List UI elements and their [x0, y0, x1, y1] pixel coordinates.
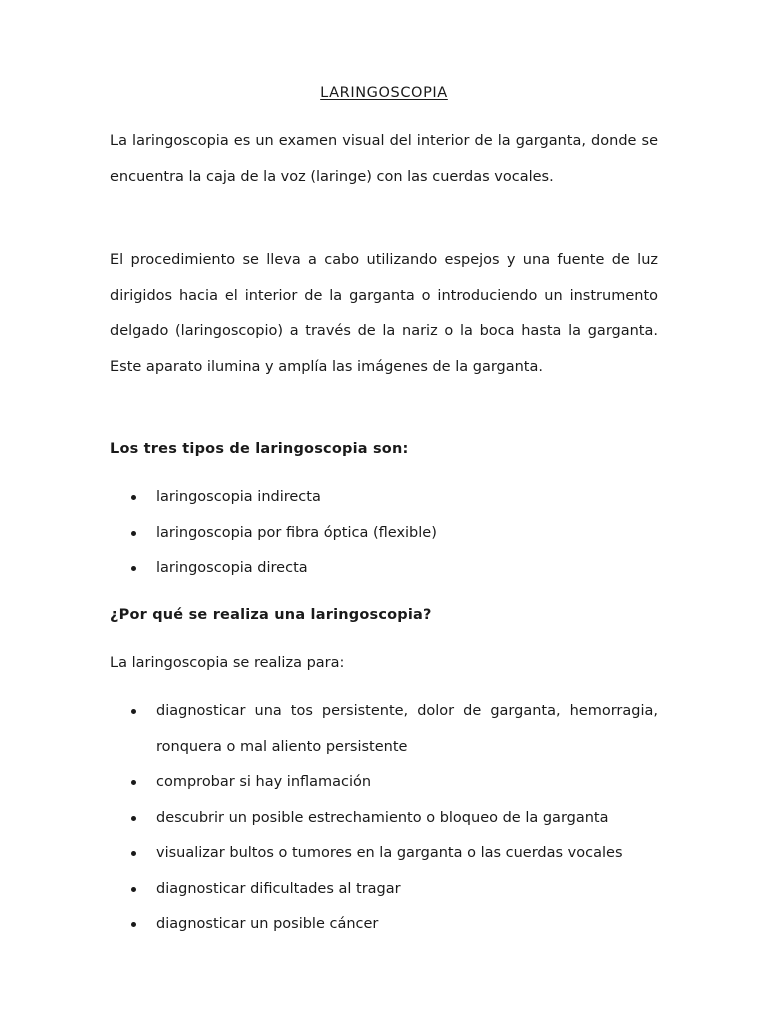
list-item-text: diagnosticar dificultades al tragar	[156, 880, 401, 897]
list-item	[0, 872, 658, 908]
list-item	[0, 694, 658, 765]
bullet-icon	[131, 531, 136, 536]
list-item-text: laringoscopia indirecta	[156, 489, 321, 505]
bullet-icon	[131, 887, 136, 892]
bullet-icon	[131, 709, 136, 714]
reasons-list	[0, 694, 658, 943]
list-item	[0, 765, 658, 801]
list-item-text: descubrir un posible estrechamiento o bloqueo de la garganta	[156, 809, 609, 826]
bullet-icon	[131, 495, 136, 500]
list-item	[0, 801, 658, 837]
intro-paragraph: La laringoscopia es un examen visual del interior de la garganta, donde se encuentra la caja de la voz (laringe) con las cuerdas vocales.	[110, 133, 658, 185]
list-item	[0, 551, 658, 587]
bullet-icon	[131, 851, 136, 856]
document-title: LARINGOSCOPIA	[320, 85, 448, 101]
list-item	[0, 907, 658, 943]
types-list	[0, 480, 658, 587]
list-item-text: comprobar si hay inflamación	[156, 774, 372, 790]
bullet-icon	[131, 816, 136, 821]
list-item-text: diagnosticar un posible cáncer	[156, 916, 379, 932]
list-item	[0, 836, 658, 872]
bullet-icon	[131, 780, 136, 785]
bullet-icon	[131, 922, 136, 927]
list-item	[0, 516, 658, 552]
list-item-text: laringoscopia por fibra óptica (flexible)	[156, 524, 437, 541]
list-item-text: laringoscopia directa	[156, 560, 308, 576]
procedure-paragraph: El procedimiento se lleva a cabo utilizando espejos y una fuente de luz dirigidos hacia el interior de la garganta o introduciendo un instrumento delgado (laringoscopio) a través de la nariz o la boca hasta la garganta. Este aparato ilumina y amplía las imágenes de la garganta.	[110, 252, 658, 375]
reasons-heading: ¿Por qué se realiza una laringoscopia?	[110, 607, 432, 623]
list-item	[0, 480, 658, 516]
list-item-text: visualizar bultos o tumores en la garganta o las cuerdas vocales	[156, 845, 623, 861]
list-item-text: diagnosticar una tos persistente, dolor de garganta, hemorragia, ronquera o mal aliento persistente	[156, 703, 658, 755]
types-heading: Los tres tipos de laringoscopia son:	[110, 441, 409, 457]
bullet-icon	[131, 566, 136, 571]
reasons-intro: La laringoscopia se realiza para:	[110, 655, 345, 671]
